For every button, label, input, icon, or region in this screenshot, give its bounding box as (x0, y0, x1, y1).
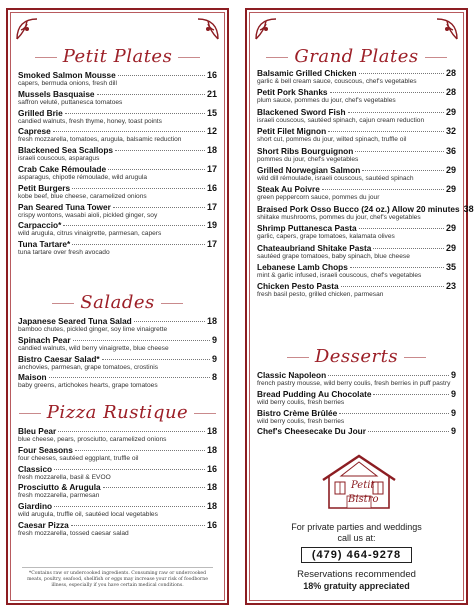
dotted-leader (348, 112, 444, 113)
menu-item (18, 183, 217, 202)
menu-item-name: Bistro Caesar Salad* (18, 353, 100, 364)
pizza-list (18, 426, 217, 539)
menu-item-price: 12 (206, 126, 217, 137)
menu-item-name: Caprese (18, 126, 51, 137)
menu-item-price: 9 (450, 426, 456, 437)
private-parties-text: For private parties and weddings (291, 522, 422, 532)
menu-item (257, 389, 456, 408)
dotted-leader (118, 75, 205, 76)
menu-item (18, 372, 217, 391)
menu-item-price: 16 (206, 182, 217, 193)
dotted-leader (54, 469, 205, 470)
dotted-leader (63, 225, 205, 226)
menu-item-name: Bread Pudding Au Chocolate (257, 388, 372, 399)
menu-item-name: Mussels Basquaise (18, 88, 95, 99)
menu-item-description: wild arugula, truffle oil, sautéed local vegetables (18, 511, 158, 519)
section-title-pizza: Pizza Rustique (8, 402, 227, 423)
menu-item-description: garlic & bell cream sauce, couscous, chef's vegetables (257, 78, 417, 85)
dotted-leader (75, 450, 205, 451)
menu-item (257, 146, 456, 165)
menu-item-description: short cut, pommes du jour, wilted spinach, truffle oil (257, 136, 407, 144)
raw-food-disclaimer: *Contains raw or undercooked ingredients. Consuming raw or undercooked meats, poultry, seafood, shellfish or eggs may increase your risk of foodborne illness, especially if you have certain medical conditions. (22, 567, 213, 589)
menu-item (18, 126, 217, 145)
menu-item (18, 164, 217, 183)
menu-item (18, 202, 217, 221)
dotted-leader (362, 170, 444, 171)
menu-item-description: plum sauce, pommes du jour, chef's vegetables (257, 97, 396, 105)
menu-item-name: Chateaubriand Shitake Pasta (257, 242, 372, 253)
menu-item-description: french pastry mousse, wild berry coulis, fresh berries in puff pastry (257, 380, 451, 387)
dotted-leader (328, 375, 449, 376)
menu-item-description: crispy wontons, wasabi aioli, pickled ginger, soy (18, 211, 158, 219)
call-us-text: call us at: (337, 533, 376, 543)
menu-item-name: Grilled Norwegian Salmon (257, 164, 361, 175)
menu-item-name: Prosciutto & Arugula (18, 482, 101, 493)
menu-item-price: 9 (450, 388, 456, 399)
right-menu-panel (245, 8, 474, 605)
menu-item-name: Classico (18, 463, 53, 474)
menu-item-price: 9 (211, 334, 217, 345)
menu-item-description: tuna tartare over fresh avocado (18, 249, 110, 257)
dotted-leader (49, 377, 210, 378)
menu-item-price: 18 (206, 426, 217, 436)
menu-item-name: Bleu Pear (18, 426, 57, 436)
dotted-leader (341, 286, 444, 287)
menu-item (257, 203, 474, 223)
menu-item-price: 18 (206, 482, 217, 493)
menu-item (257, 68, 456, 87)
dotted-leader (373, 394, 449, 395)
section-title-grand-plates: Grand Plates (247, 46, 466, 67)
menu-item (18, 520, 217, 539)
dotted-leader (339, 413, 449, 414)
menu-item-description: fresh mozzarella, tossed caesar salad (18, 529, 129, 537)
menu-item-name: Giardino (18, 501, 53, 512)
menu-item-price: 16 (206, 463, 217, 474)
menu-item-description: blue cheese, pears, prosciutto, caramelized onions (18, 436, 167, 443)
dotted-leader (355, 151, 444, 152)
dotted-leader (102, 359, 210, 360)
grand-plates-list (257, 68, 474, 301)
menu-item-description: kobe beef, blue cheese, caramelized onions (18, 192, 147, 200)
menu-item-price: 29 (445, 223, 456, 234)
phone-number[interactable]: (479) 464-9278 (301, 547, 412, 563)
menu-item (257, 126, 456, 145)
dotted-leader (322, 189, 444, 190)
menu-item-name: Tuna Tartare* (18, 239, 71, 250)
menu-item-price: 8 (211, 372, 217, 383)
menu-item-price: 36 (445, 145, 456, 156)
menu-item (257, 281, 456, 300)
petit-plates-list (18, 70, 217, 258)
menu-item-price: 28 (445, 87, 456, 98)
contact-block (247, 522, 466, 592)
menu-item-price: 29 (445, 242, 456, 253)
menu-item-description: baby greens, artichokes hearts, grape tomatoes (18, 382, 158, 390)
menu-item-description: capers, bermuda onions, fresh dill (18, 80, 117, 87)
dotted-leader (72, 188, 205, 189)
menu-item-description: wild berry coulis, fresh berries (257, 398, 345, 406)
menu-item-price: 15 (206, 107, 217, 118)
menu-item-price: 35 (445, 261, 456, 272)
dotted-leader (72, 244, 205, 245)
menu-item-price: 9 (211, 353, 217, 364)
menu-item-description: saffron veluté, puttanesca tomatoes (18, 98, 123, 106)
menu-item-price: 18 (206, 145, 217, 156)
menu-item-description: bamboo chutes, pickled ginger, soy lime vinaigrette (18, 326, 168, 333)
salades-list (18, 316, 217, 391)
dotted-leader (350, 267, 444, 268)
menu-item-description: sautéed grape tomatoes, baby spinach, blue cheese (257, 252, 410, 260)
menu-item-description: garlic, capers, grape tomatoes, kalamata olives (257, 233, 395, 241)
menu-item-description: fresh mozzarella, basil & EVOO (18, 473, 111, 481)
dotted-leader (103, 487, 205, 488)
menu-item-price: 23 (445, 281, 456, 292)
dotted-leader (108, 169, 205, 170)
menu-item-name: Spinach Pear (18, 334, 71, 345)
menu-item (18, 445, 217, 464)
menu-item-description: mint & garlic infused, israeli couscous, chef's vegetables (257, 271, 422, 279)
dotted-leader (359, 73, 444, 74)
dotted-leader (134, 321, 205, 322)
menu-item-name: Short Ribs Bourguignon (257, 145, 354, 156)
menu-item-price: 9 (450, 407, 456, 418)
flourish-icon (14, 16, 40, 42)
menu-item (18, 316, 217, 335)
menu-item-name: Maison (18, 372, 47, 383)
menu-item-price: 29 (445, 164, 456, 175)
menu-item-price: 29 (445, 184, 456, 195)
menu-item-name: Caesar Pizza (18, 519, 69, 530)
menu-item-description: candied walnuts, wild berry vinaigrette, blue cheese (18, 344, 169, 352)
menu-item (18, 426, 217, 445)
logo-text-petit: Petit (351, 480, 375, 491)
menu-item-name: Chef's Cheesecake Du Jour (257, 426, 366, 437)
menu-item-price: 18 (206, 316, 217, 326)
menu-item-name: Balsamic Grilled Chicken (257, 68, 357, 78)
menu-item-description: israeli couscous, sautéed spinach, cajun cream reduction (257, 116, 425, 124)
menu-item-price: 16 (206, 519, 217, 530)
menu-item-name: Lebanese Lamb Chops (257, 261, 348, 272)
menu-item-name: Blackened Sea Scallops (18, 145, 114, 156)
menu-item-name: Crab Cake Rémoulade (18, 163, 107, 174)
menu-item-price: 18 (206, 501, 217, 512)
menu-item-price: 18 (206, 444, 217, 455)
menu-item-name: Petit Burgers (18, 182, 71, 193)
menu-item (257, 87, 456, 106)
menu-item (18, 501, 217, 520)
dotted-leader (65, 113, 205, 114)
dotted-leader (71, 525, 205, 526)
dotted-leader (328, 131, 444, 132)
menu-item (257, 165, 456, 184)
menu-item (18, 220, 217, 239)
menu-item-description: fresh mozzarella, parmesan (18, 492, 100, 500)
menu-item (257, 184, 456, 203)
menu-item-name: Grilled Brie (18, 107, 63, 118)
menu-item-price: 19 (206, 220, 217, 231)
menu-item-name: Japanese Seared Tuna Salad (18, 316, 132, 326)
menu-item-description: fresh basil pesto, grilled chicken, parmesan (257, 291, 384, 299)
menu-item-description: candied walnuts, fresh thyme, honey, toast points (18, 117, 162, 125)
section-title-petit-plates: Petit Plates (8, 46, 227, 67)
menu-item-name: Petit Filet Mignon (257, 126, 327, 137)
menu-item-description: shiitake mushrooms, pommes du jour, chef's vegetables (257, 213, 421, 221)
menu-item-price: 17 (206, 201, 217, 212)
menu-item-description: green peppercorn sauce, pommes du jour (257, 194, 380, 202)
menu-item-description: wild arugula, citrus vinaigrette, parmesan, capers (18, 230, 162, 238)
dotted-leader (113, 207, 205, 208)
menu-item-description: fresh mozzarella, tomatoes, arugula, balsamic reduction (18, 136, 182, 144)
menu-item-name: Classic Napoleon (257, 370, 327, 380)
menu-item (257, 243, 456, 262)
menu-item-price: 21 (206, 88, 217, 99)
dotted-leader (373, 248, 444, 249)
menu-item (257, 223, 456, 242)
menu-item (257, 408, 456, 427)
menu-item (18, 482, 217, 501)
menu-item (257, 262, 456, 281)
section-title-desserts: Desserts (247, 346, 466, 367)
dotted-leader (54, 506, 205, 507)
menu-item-name: Petit Pork Shanks (257, 87, 328, 98)
menu-item-price: 17 (206, 163, 217, 174)
desserts-list (257, 370, 456, 445)
dotted-leader (359, 228, 444, 229)
flourish-icon (434, 16, 460, 42)
menu-item-price: 38 (463, 203, 474, 214)
menu-item-price: 28 (445, 68, 456, 78)
section-title-salades: Salades (8, 292, 227, 313)
flourish-icon (253, 16, 279, 42)
menu-item (257, 370, 456, 389)
dotted-leader (330, 92, 444, 93)
menu-item-name: Shrimp Puttanesca Pasta (257, 223, 357, 234)
menu-item (18, 464, 217, 483)
menu-item (18, 239, 217, 258)
menu-item-price: 16 (206, 70, 217, 80)
dotted-leader (97, 94, 205, 95)
flourish-icon (195, 16, 221, 42)
menu-item (18, 89, 217, 108)
menu-item (257, 107, 456, 126)
dotted-leader (73, 340, 210, 341)
menu-item-name: Smoked Salmon Mousse (18, 70, 116, 80)
menu-item-price: 32 (445, 126, 456, 137)
menu-item-name: Chicken Pesto Pasta (257, 281, 339, 292)
menu-item (18, 70, 217, 89)
logo-text-bistro: Bistro (348, 494, 379, 505)
menu-item-price: 29 (445, 106, 456, 117)
menu-item-name: Bistro Crème Brûlée (257, 407, 338, 418)
menu-item-description: anchovies, parmesan, grape tomatoes, crostinis (18, 363, 159, 371)
menu-item-price: 9 (450, 370, 456, 380)
dotted-leader (58, 431, 205, 432)
menu-item-name: Blackened Sword Fish (257, 106, 346, 117)
menu-item-description: asparagus, chipotle rémoulade, wild arugula (18, 173, 148, 181)
menu-item-price: 17 (206, 239, 217, 250)
menu-item (18, 108, 217, 127)
menu-item (257, 426, 456, 445)
dotted-leader (53, 131, 205, 132)
menu-item (18, 335, 217, 354)
menu-item (18, 354, 217, 373)
menu-item-name: Braised Pork Osso Bucco (24 oz.) Allow 20 minutes (257, 203, 460, 214)
dotted-leader (368, 431, 449, 432)
gratuity-text: 18% gratuity appreciated (303, 581, 410, 591)
reservations-text: Reservations recommended (297, 569, 416, 580)
menu-item-name: Pan Seared Tuna Tower (18, 201, 111, 212)
dotted-leader (115, 150, 205, 151)
menu-item-description: wild dill rémoulade, israeli couscous, sautéed spinach (257, 174, 414, 182)
menu-item (18, 145, 217, 164)
menu-item-description: wild berry coulis, fresh berries (257, 417, 345, 425)
menu-item-name: Steak Au Poivre (257, 184, 320, 195)
menu-item-name: Carpaccio* (18, 220, 62, 231)
menu-item-description: israeli couscous, asparagus (18, 155, 100, 163)
bistro-house-logo (317, 450, 401, 516)
menu-item-description: pommes du jour, chef's vegetables (257, 155, 359, 163)
left-menu-panel (6, 8, 229, 605)
menu-item-description: four cheeses, sautéed eggplant, truffle oil (18, 454, 139, 462)
menu-item-name: Four Seasons (18, 444, 73, 455)
